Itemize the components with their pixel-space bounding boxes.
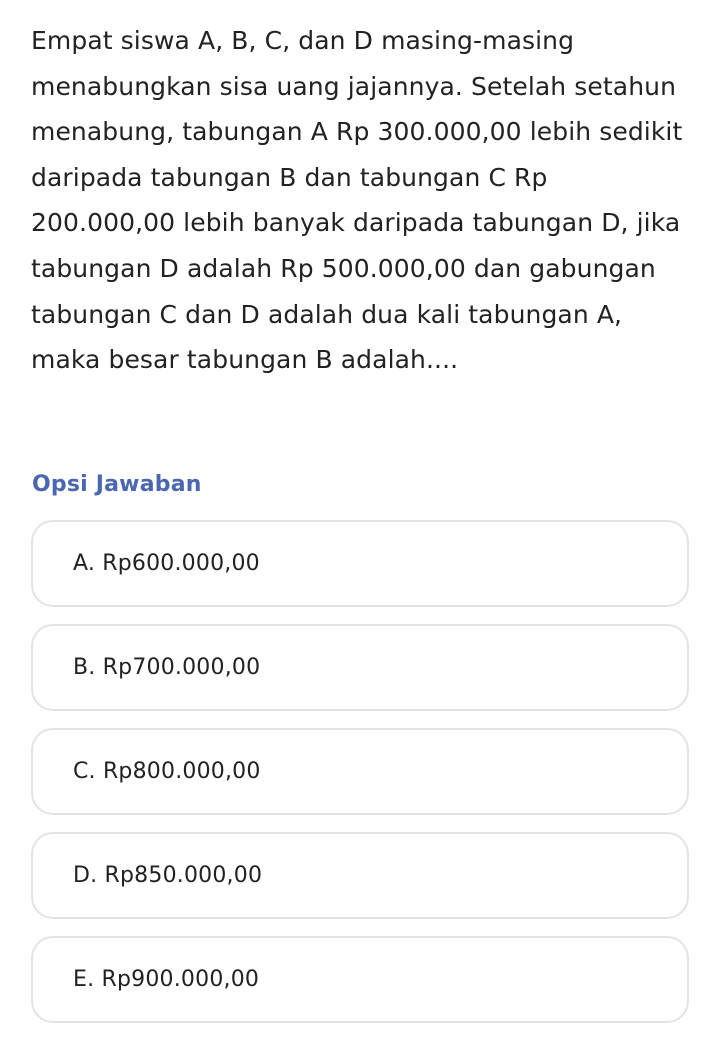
answer-option-d[interactable] <box>31 832 689 919</box>
answer-option-label: A. Rp600.000,00 <box>73 551 260 576</box>
answer-option-b[interactable] <box>31 624 689 711</box>
answer-option-label: B. Rp700.000,00 <box>73 655 261 680</box>
answer-option-label: D. Rp850.000,00 <box>73 863 263 888</box>
answer-option-e[interactable] <box>31 936 689 1023</box>
answer-option-label: C. Rp800.000,00 <box>73 759 261 784</box>
answer-options-heading: Opsi Jawaban <box>32 472 202 497</box>
answer-option-label: E. Rp900.000,00 <box>73 967 260 992</box>
answer-option-a[interactable] <box>31 520 689 607</box>
answer-options-list <box>31 520 689 1040</box>
answer-option-c[interactable] <box>31 728 689 815</box>
question-text: Empat siswa A, B, C, dan D masing-masing menabungkan sisa uang jajannya. Setelah setahun menabung, tabungan A Rp 300.000,00 lebih sedikit daripada tabungan B dan tabungan C Rp 200.000,00 lebih banyak daripada tabungan D, jika tabungan D adalah Rp 500.000,00 dan gabungan tabungan C dan D adalah dua kali tabungan A, maka besar tabungan B adalah.... <box>31 26 683 375</box>
